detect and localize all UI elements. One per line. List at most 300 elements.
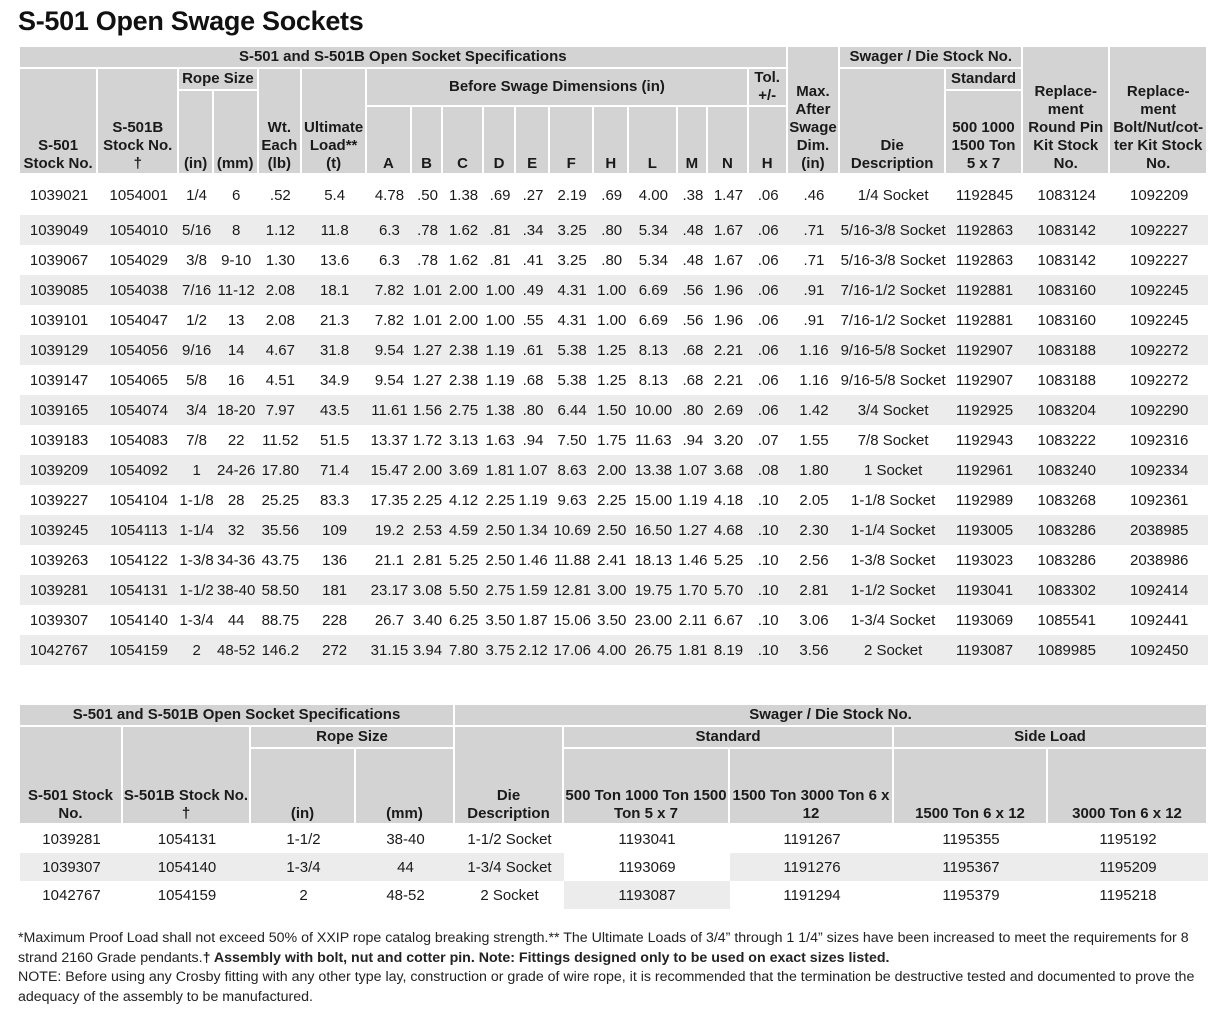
table-cell: 1054113	[98, 515, 179, 545]
table-cell: 9/16-5/8 Socket	[840, 335, 946, 365]
table-cell: 3.00	[594, 575, 629, 605]
table-cell: 3.75	[484, 635, 516, 665]
table-cell: 2.25	[485, 491, 515, 509]
table-cell: 1.96	[708, 275, 749, 305]
table-cell: 4.78	[374, 186, 405, 204]
table-cell: 1193023	[955, 551, 1014, 569]
table-cell: 2.75	[484, 575, 516, 605]
table-cell: 7.80	[443, 635, 484, 665]
table-cell: 7/16	[179, 275, 214, 305]
table-cell: 1092450	[1110, 635, 1208, 665]
table-cell: 1-1/8 Socket	[851, 491, 936, 509]
table-cell: 1-1/8	[179, 491, 214, 509]
table-cell: 1.72	[412, 431, 443, 449]
table-cell: 1054029	[109, 251, 168, 269]
table-cell: 1.00	[485, 311, 515, 329]
table-cell: 1039049	[20, 215, 98, 245]
table-row	[20, 853, 1208, 881]
table-cell: 24-26	[214, 455, 259, 485]
table-cell: 5/8	[186, 371, 208, 389]
table-cell: 1195209	[1048, 853, 1208, 881]
table-cell: 1.59	[516, 575, 550, 605]
rope-mm-header-2: (mm)	[356, 749, 455, 825]
table-cell: 1042767	[20, 635, 98, 665]
table-cell: 1039245	[20, 515, 98, 545]
table-cell: 1193005	[946, 515, 1023, 545]
table-cell: .78	[417, 251, 438, 269]
table-cell: 1191294	[783, 886, 841, 904]
table-cell: 1-3/4 Socket	[851, 611, 936, 629]
table-cell: 1083222	[1037, 431, 1096, 449]
table-row	[20, 175, 1208, 215]
table-cell: 10.69	[550, 515, 595, 545]
table-cell: 58.50	[259, 575, 303, 605]
table-cell: 4.51	[265, 371, 295, 389]
table-cell: 9/16	[179, 335, 214, 365]
dim-l-header: L	[629, 107, 678, 175]
table-cell: 2.05	[799, 491, 829, 509]
table-cell: .41	[522, 251, 544, 269]
rope-mm-header: (mm)	[214, 91, 259, 175]
table-cell: 2.25	[597, 491, 627, 509]
table-cell: 1.19	[518, 491, 548, 509]
table-cell: 1092209	[1129, 186, 1189, 204]
table-cell: .80	[516, 395, 550, 425]
table-cell: 3.94	[412, 635, 443, 665]
table-cell: .81	[484, 215, 516, 245]
table-cell: 1.63	[485, 431, 515, 449]
table-cell: 1092361	[1129, 491, 1189, 509]
table-cell: 11.52	[262, 431, 299, 449]
table-cell: .71	[803, 251, 825, 269]
table-cell: 13.6	[320, 251, 350, 269]
table-cell: 6.69	[638, 311, 668, 329]
table-cell: 2.41	[597, 551, 627, 569]
table-cell: 1054131	[98, 575, 179, 605]
table-cell: .91	[788, 275, 841, 305]
table-cell: 1083124	[1037, 186, 1096, 204]
table-cell: 38-40	[386, 830, 425, 848]
table-cell: 1192863	[955, 251, 1014, 269]
table-cell: 9.63	[557, 491, 587, 509]
table-cell: 1054140	[109, 611, 168, 629]
table-cell: 11-12	[214, 275, 259, 305]
table-cell: 1039307	[29, 611, 89, 629]
table-cell: 136	[322, 551, 348, 569]
table-cell: 5/16	[179, 215, 214, 245]
side-3000-header: 3000 Ton 6 x 12	[1048, 749, 1208, 825]
table-cell: 6.44	[550, 395, 595, 425]
table-cell: 1.87	[518, 611, 548, 629]
table-cell: 13	[227, 311, 245, 329]
table-cell: 1.12	[259, 215, 303, 245]
table-cell: 1092245	[1110, 275, 1208, 305]
max-after-swage-header: Max. After Swage Dim. (in)	[788, 47, 841, 175]
table-cell: 1191276	[730, 853, 894, 881]
table-cell: 228	[322, 611, 348, 629]
table-cell: 1192925	[946, 395, 1023, 425]
table-cell: 1191267	[783, 830, 841, 848]
table-cell: 6	[232, 186, 241, 204]
table-cell: 1.50	[594, 395, 629, 425]
table-cell: 7.97	[259, 395, 303, 425]
table-cell: 1054159	[157, 886, 217, 904]
table-cell: 5.25	[448, 551, 479, 569]
table-cell: 1.47	[713, 186, 744, 204]
table-cell: .10	[749, 635, 788, 665]
table-cell: 2038985	[1110, 515, 1208, 545]
table-cell: .06	[757, 371, 779, 389]
table-cell: 3.40	[412, 611, 443, 629]
table-cell: 43.5	[302, 395, 367, 425]
table-cell: .68	[522, 371, 544, 389]
table-cell: 4.00	[594, 635, 629, 665]
table-cell: 1054140	[123, 853, 251, 881]
table-cell: 1.19	[678, 491, 708, 509]
table-cell: 1	[179, 455, 214, 485]
footnote-load-text: *Maximum Proof Load shall not exceed 50% of XXIP rope catalog breaking strength.** The Ultimate Loads of 3/4” through 1 1/4” sizes have been increased to meet the requirements for 8 strand 2160 Grade pendants.	[18, 930, 1189, 966]
table-cell: 13.38	[629, 455, 678, 485]
table-cell: 1-3/4	[251, 853, 356, 881]
table-cell: 18-20	[214, 395, 259, 425]
table-cell: 15.47	[367, 455, 412, 485]
side-1500-header: 1500 Ton 6 x 12	[894, 749, 1048, 825]
table-cell: 2	[179, 635, 214, 665]
standard-6x12-header: 1500 Ton 3000 Ton 6 x 12	[730, 749, 894, 825]
table-cell: .06	[757, 251, 779, 269]
table-cell: 2.08	[259, 275, 303, 305]
table-cell: 4.12	[448, 491, 479, 509]
table-cell: 1.27	[412, 371, 443, 389]
table-cell: 4.31	[550, 275, 595, 305]
table-cell: 6.3	[367, 215, 412, 245]
table-cell: .10	[757, 611, 779, 629]
table-cell: .27	[522, 186, 544, 204]
table-cell: 7/8 Socket	[857, 431, 929, 449]
table-cell: 4.18	[713, 491, 744, 509]
table-cell: 1.46	[678, 551, 708, 569]
table-cell: 1083286	[1023, 515, 1110, 545]
table-cell: 5.4	[324, 186, 346, 204]
table-cell: 35.56	[259, 515, 303, 545]
table-cell: .10	[749, 515, 788, 545]
table-cell: 1083286	[1037, 551, 1096, 569]
table-cell: 2	[299, 886, 308, 904]
table-row	[20, 575, 1208, 605]
standard-5x7-header: 500 Ton 1000 Ton 1500 Ton 5 x 7	[564, 749, 730, 825]
table-cell: 1039209	[20, 455, 98, 485]
table-cell: 1.38	[484, 395, 516, 425]
standard-header: Standard	[946, 69, 1023, 91]
table-cell: 1039129	[20, 335, 98, 365]
table-cell: 1054010	[98, 215, 179, 245]
table-cell: 1039281	[20, 575, 98, 605]
table-cell: 1083204	[1023, 395, 1110, 425]
table-cell: .55	[522, 311, 544, 329]
dim-n-header: N	[708, 107, 749, 175]
table-cell: 2.12	[516, 635, 550, 665]
bolt-kit-header: Replace-ment Bolt/Nut/cot-ter Kit Stock No.	[1110, 47, 1208, 175]
table-cell: 1193041	[618, 830, 676, 848]
table-cell: 5/16-3/8 Socket	[840, 251, 946, 269]
table-cell: 1039101	[29, 311, 89, 329]
table-cell: .56	[682, 311, 704, 329]
dim-e-header: E	[516, 107, 550, 175]
table-cell: 22	[227, 431, 245, 449]
table-cell: 1.80	[788, 455, 841, 485]
table-cell: 7.82	[367, 275, 412, 305]
table-cell: 1192961	[946, 455, 1023, 485]
table-cell: .06	[757, 311, 779, 329]
side-load-header: Side Load	[894, 727, 1208, 749]
table-row	[20, 395, 1208, 425]
table-cell: 1193041	[946, 575, 1023, 605]
table-cell: 1193087	[946, 635, 1023, 665]
table-cell: 5.50	[443, 575, 484, 605]
table-cell: 1-1/2 Socket	[467, 830, 552, 848]
table-cell: 1.19	[485, 371, 515, 389]
table-cell: 2.21	[708, 335, 749, 365]
table-cell: 1.00	[597, 311, 627, 329]
table-cell: .48	[682, 251, 704, 269]
table-cell: 7/16-1/2 Socket	[840, 275, 946, 305]
table-cell: .38	[682, 186, 704, 204]
table-cell: 1-1/2 Socket	[840, 575, 946, 605]
table-cell: 1/4	[186, 186, 208, 204]
table-cell: 16.50	[629, 515, 678, 545]
table-cell: 8.19	[708, 635, 749, 665]
table-cell: 2.81	[788, 575, 841, 605]
table-cell: 1054065	[109, 371, 168, 389]
table-cell: 1039227	[29, 491, 89, 509]
table-row	[20, 485, 1208, 515]
standard-header-2: Standard	[564, 727, 894, 749]
table-cell: 1083240	[1023, 455, 1110, 485]
table-cell: .94	[522, 431, 544, 449]
table-cell: .80	[594, 215, 629, 245]
table-cell: 2.00	[443, 275, 484, 305]
table-cell: .34	[516, 215, 550, 245]
table-cell: 18.1	[302, 275, 367, 305]
table-cell: 8.63	[550, 455, 595, 485]
footnote-testing-note: NOTE: Before using any Crosby fitting with any other type lay, construction or grade of wire rope, it is recommended that the termination be destructive tested and documented to prove the adequacy of the assembly to be manufactured.	[18, 969, 1195, 1005]
table-cell: 12.81	[550, 575, 595, 605]
table-cell: 1.30	[265, 251, 295, 269]
table-cell: 4.31	[557, 311, 587, 329]
table-cell: 2.75	[443, 395, 484, 425]
table-cell: 1039085	[20, 275, 98, 305]
table-cell: 1 Socket	[840, 455, 946, 485]
table-cell: 5.34	[638, 251, 668, 269]
table-cell: 2.08	[265, 311, 295, 329]
table-cell: 13.37	[370, 431, 409, 449]
table-cell: 38-40	[214, 575, 259, 605]
table-cell: .06	[749, 395, 788, 425]
table-cell: 25.25	[261, 491, 300, 509]
table-cell: 2.53	[412, 515, 443, 545]
table-cell: 2.11	[678, 611, 707, 629]
table-cell: 2.38	[448, 371, 479, 389]
table-row	[20, 275, 1208, 305]
table-cell: 15.06	[553, 611, 591, 629]
table-cell: 19.75	[629, 575, 678, 605]
table-cell: 3.50	[597, 611, 627, 629]
open-socket-specifications-table	[20, 47, 1208, 665]
table-cell: 3.20	[713, 431, 744, 449]
tolerance-header: Tol. +/-	[749, 69, 788, 107]
table-cell: 17.06	[550, 635, 595, 665]
table-cell: 6.67	[713, 611, 744, 629]
table-cell: 1092316	[1129, 431, 1189, 449]
table-cell: 10.00	[629, 395, 678, 425]
table-cell: 1039165	[20, 395, 98, 425]
table-cell: .08	[749, 455, 788, 485]
dim-a-header: A	[367, 107, 412, 175]
table-cell: 28	[227, 491, 245, 509]
table-cell: 7/16-1/2 Socket	[840, 311, 946, 329]
table-cell: 11.88	[553, 551, 591, 569]
table-cell: 7.50	[557, 431, 587, 449]
table-cell: 1192989	[955, 491, 1014, 509]
table-cell: 1085541	[1037, 611, 1096, 629]
table-cell: 1042767	[42, 886, 101, 904]
table-cell: .80	[601, 251, 623, 269]
table-cell: 31.8	[302, 335, 367, 365]
table-cell: 1092334	[1110, 455, 1208, 485]
die-description-header: Die Description	[840, 69, 946, 175]
table-cell: 1054056	[98, 335, 179, 365]
table-cell: 181	[302, 575, 367, 605]
table-cell: 83.3	[320, 491, 350, 509]
table-cell: 146.2	[259, 635, 303, 665]
table-row	[20, 305, 1208, 335]
table-cell: 1083188	[1023, 335, 1110, 365]
table-cell: .06	[757, 186, 779, 204]
table-cell: .68	[682, 371, 704, 389]
table-cell: 2.19	[557, 186, 587, 204]
table-cell: 1039021	[29, 186, 89, 204]
table-cell: 9/16-5/8 Socket	[840, 371, 946, 389]
footnote-assembly-text: † Assembly with bolt, nut and cotter pin. Note: Fittings designed only to be used on exact sizes listed.	[202, 949, 890, 966]
table-cell: .94	[682, 431, 704, 449]
table-cell: 2.00	[448, 311, 479, 329]
table-cell: 1-3/8	[179, 551, 214, 569]
table-cell: 2.21	[713, 371, 744, 389]
table-cell: 2 Socket	[480, 886, 539, 904]
table-cell: 1.25	[594, 335, 629, 365]
table-cell: .50	[417, 186, 438, 204]
table-cell: 8.13	[638, 371, 668, 389]
table-cell: 1.27	[412, 335, 443, 365]
table-cell: 1.67	[708, 215, 749, 245]
table-cell: 5.38	[557, 371, 587, 389]
s501b-stock-header: S-501B Stock No. †	[98, 69, 179, 175]
s501b-stock-header-2: S-501B Stock No. †	[123, 727, 251, 825]
table-cell: 1192881	[955, 311, 1014, 329]
table-cell: 88.75	[261, 611, 300, 629]
table-cell: 1/4 Socket	[857, 186, 929, 204]
table-cell: 1039067	[29, 251, 89, 269]
table-cell: 1083268	[1037, 491, 1096, 509]
table-cell: 6.3	[379, 251, 400, 269]
table-cell: 1.56	[412, 395, 443, 425]
table-cell: 1-3/8 Socket	[851, 551, 936, 569]
table-cell: 1.62	[443, 215, 484, 245]
table-cell: 1054001	[109, 186, 168, 204]
table-cell: 17.80	[259, 455, 303, 485]
table-cell: 11.63	[635, 431, 672, 449]
table-cell: 2.30	[788, 515, 841, 545]
table-cell: .10	[757, 551, 779, 569]
table-cell: .06	[749, 335, 788, 365]
table-cell: 2.56	[799, 551, 829, 569]
table-cell: 1.25	[597, 371, 627, 389]
table-cell: 1.75	[597, 431, 627, 449]
rope-in-header-2: (in)	[251, 749, 356, 825]
table-cell: .06	[749, 215, 788, 245]
table-cell: 1.38	[448, 186, 479, 204]
table-cell: 1.70	[678, 575, 708, 605]
footnotes	[18, 929, 1198, 1007]
table-cell: 1054131	[157, 830, 217, 848]
table-cell: 2.50	[484, 515, 516, 545]
table-cell: 11.61	[367, 395, 412, 425]
table-cell: 1054104	[109, 491, 168, 509]
table-cell: .61	[516, 335, 550, 365]
table-cell: 1092441	[1129, 611, 1189, 629]
table-cell: 1.55	[799, 431, 829, 449]
table-cell: 1.07	[678, 455, 708, 485]
table-cell: 1.01	[412, 311, 443, 329]
table-cell: 1195367	[894, 853, 1048, 881]
table-cell: 3.13	[448, 431, 479, 449]
dim-h-header: H	[594, 107, 629, 175]
swager-group-header-2: Swager / Die Stock No.	[455, 705, 1208, 727]
table-cell: 1083188	[1037, 371, 1096, 389]
table-cell: 1039281	[42, 830, 101, 848]
table-cell: 1083160	[1037, 311, 1096, 329]
table-cell: 7/8	[186, 431, 208, 449]
table-cell: 5/16-3/8 Socket	[840, 215, 946, 245]
table-cell: 3.08	[412, 575, 443, 605]
table-cell: .10	[749, 575, 788, 605]
table-cell: .69	[601, 186, 623, 204]
table-cell: 11.8	[302, 215, 367, 245]
table-cell: 1.46	[518, 551, 548, 569]
table-cell: 3/4	[179, 395, 214, 425]
table-cell: 1.00	[594, 275, 629, 305]
table-row	[20, 215, 1208, 245]
table-cell: 1.16	[788, 335, 841, 365]
table-cell: 1039147	[29, 371, 89, 389]
table-cell: 3/4 Socket	[840, 395, 946, 425]
table-cell: 71.4	[302, 455, 367, 485]
table-cell: 1-3/4	[179, 611, 214, 629]
table-cell: .81	[489, 251, 511, 269]
table-cell: 1054038	[98, 275, 179, 305]
table-cell: 1092290	[1110, 395, 1208, 425]
table-cell: 21.3	[320, 311, 350, 329]
dim-c-header: C	[443, 107, 484, 175]
table-cell: 1.67	[713, 251, 744, 269]
table-cell: 1.27	[678, 515, 708, 545]
table-cell: 23.17	[367, 575, 412, 605]
table-cell: 2.50	[594, 515, 629, 545]
table-cell: 7.82	[374, 311, 405, 329]
table-cell: 5.38	[550, 335, 595, 365]
table-cell: 14	[214, 335, 259, 365]
table-cell: .48	[678, 215, 708, 245]
